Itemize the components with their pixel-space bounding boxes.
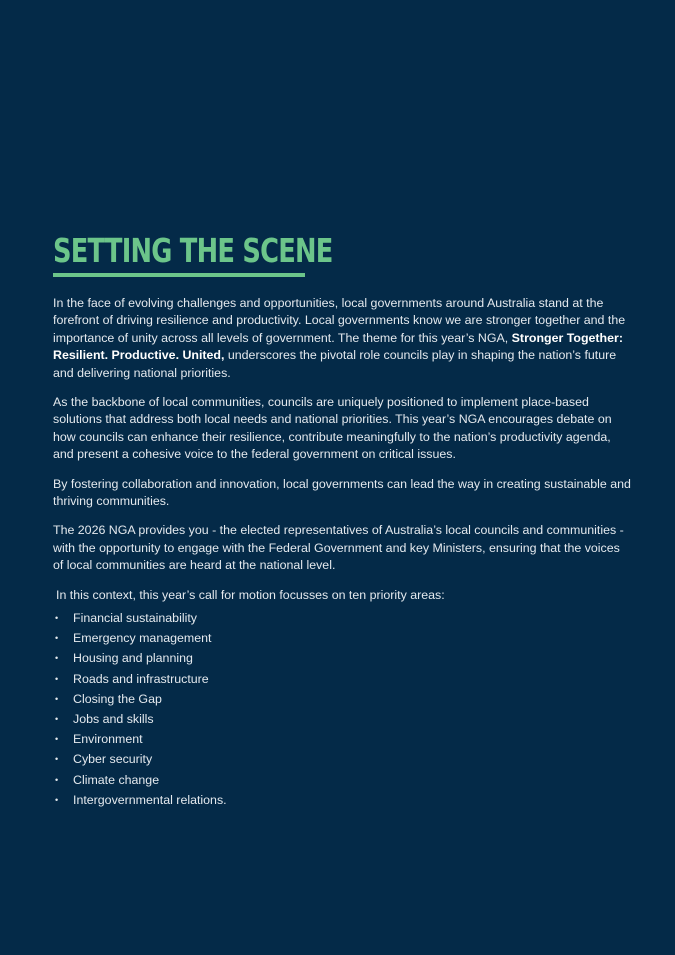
paragraph-priority-intro: In this context, this year’s call for motion focusses on ten priority areas: [56,587,445,602]
bullet-icon: • [55,633,59,644]
bullet-icon: • [55,693,59,704]
bullet-icon: • [55,673,59,684]
list-item-label: Intergovernmental relations. [73,792,227,807]
paragraph-theme [53,295,633,382]
paragraph-theme-text-2: underscores the pivotal role councils play in shaping the nation’s future and delivering national priorities. [53,348,617,380]
list-item [53,628,633,648]
list-item [53,608,633,628]
list-item-label: Jobs and skills [73,712,154,727]
heading-underline [53,273,305,277]
list-item [53,770,633,790]
body-text [53,295,633,810]
paragraph-theme-text-1: In the face of evolving challenges and opportunities, local governments around Australia stand at the forefront of driving resilience and productivity. Local governments know we are stronger together and the importance of unity across all levels of government. The theme for this year’s NGA, [53,296,626,345]
list-item [53,709,633,729]
bullet-icon: • [55,734,59,745]
paragraph-collaboration: By fostering collaboration and innovation, local governments can lead the way in creating sustainable and thriving communities. [53,476,631,509]
paragraph-backbone: As the backbone of local communities, councils are uniquely positioned to implement place-based solutions that address both local needs and national priorities. This year’s NGA encourages debate on how councils can enhance their resilience, contribute meaningfully to the nation’s productivity agenda, and present a cohesive voice to the federal government on critical issues. [53,395,612,462]
list-item-label: Climate change [73,772,160,787]
list-item-label: Roads and infrastructure [73,671,209,686]
list-item-label: Emergency management [73,631,212,646]
list-item-label: Environment [73,732,143,747]
list-item [53,689,633,709]
priority-areas-list [53,608,633,810]
list-item [53,669,633,689]
list-item-label: Closing the Gap [73,691,162,706]
bullet-icon: • [55,774,59,785]
list-item [53,648,633,668]
theme-title: Stronger Together: Resilient. Productive. United, [53,330,623,363]
bullet-icon: • [55,613,59,624]
list-item [53,729,633,749]
paragraph-nga-2026: The 2026 NGA provides you - the elected representatives of Australia’s local councils and communities - with the opportunity to engage with the Federal Government and key Ministers, ensuring that the voices of local communities are heard at the national level. [53,523,624,573]
section-heading: SETTING THE SCENE [53,231,333,270]
list-item-label: Cyber security [73,752,153,767]
bullet-icon: • [55,653,59,664]
bullet-icon: • [55,754,59,765]
list-item [53,749,633,769]
list-item-label: Housing and planning [73,651,193,666]
bullet-icon: • [55,794,59,805]
list-item-label: Financial sustainability [73,611,197,626]
list-item [53,790,633,810]
bullet-icon: • [55,714,59,725]
